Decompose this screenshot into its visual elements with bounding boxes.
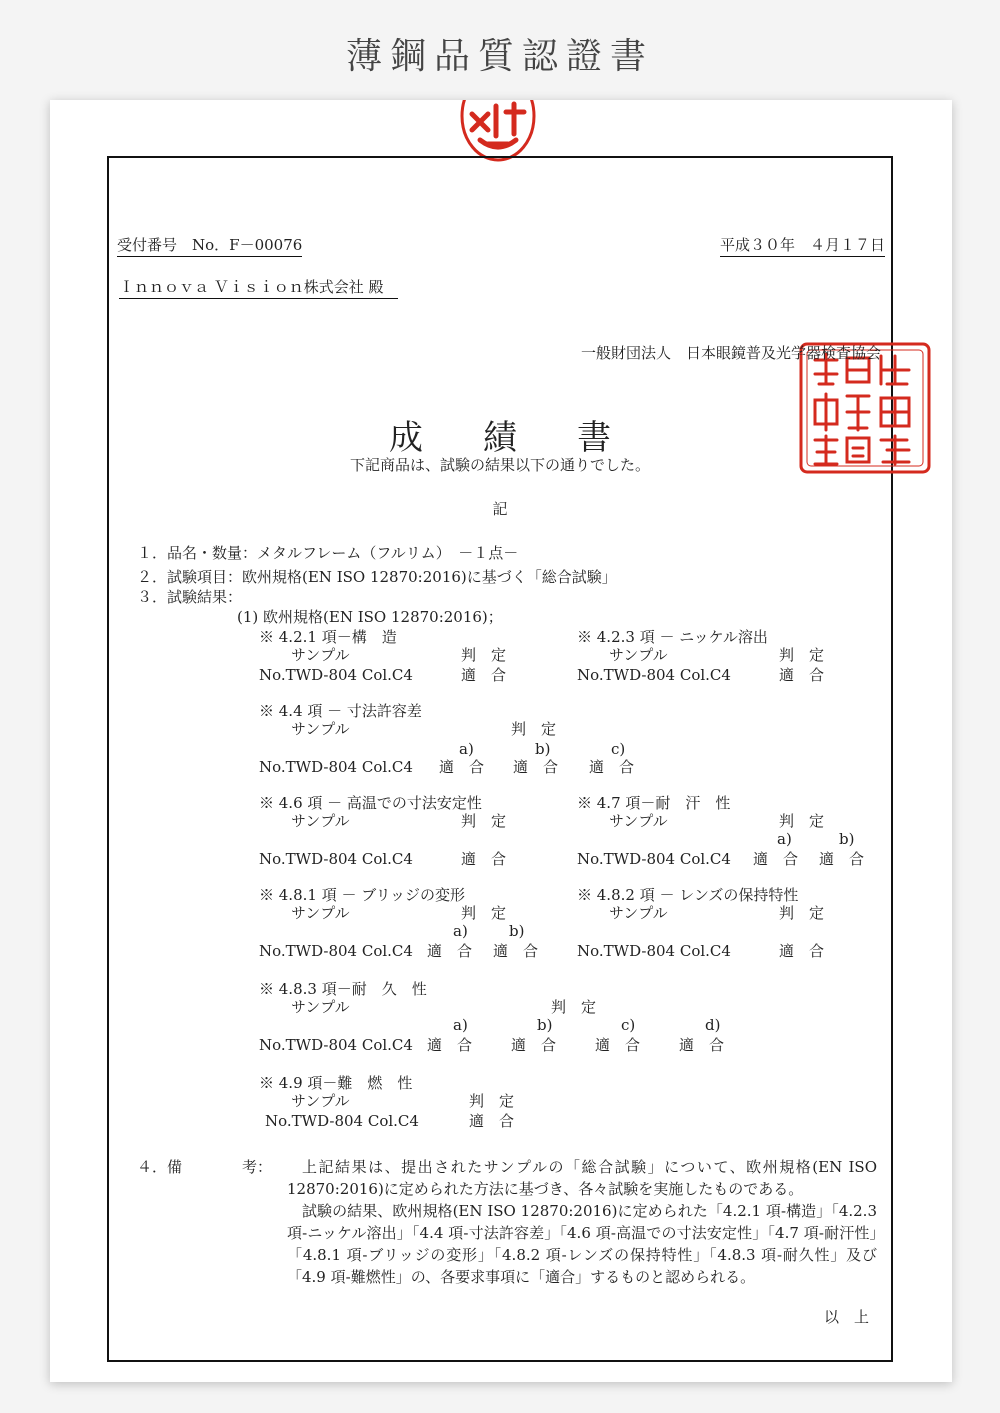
result-pass: 適 合 (779, 666, 825, 684)
test-heading: ※ 4.6 項 － 高温での寸法安定性 (259, 794, 482, 812)
judge-header: 判 定 (461, 812, 507, 830)
judge-header: 判 定 (469, 1092, 515, 1110)
sample-number: No.TWD-804 Col.C4 (259, 1036, 413, 1054)
criterion-letter: c) (611, 740, 626, 758)
criterion-letter: a) (453, 922, 468, 940)
remarks-body (287, 1156, 877, 1288)
judge-header: 判 定 (511, 720, 557, 738)
judge-header: 判 定 (461, 904, 507, 922)
sample-number: No.TWD-804 Col.C4 (259, 666, 413, 684)
sample-number: No.TWD-804 Col.C4 (259, 942, 413, 960)
top-seal-stamp (458, 100, 538, 164)
document-title: 成績書 (389, 418, 671, 458)
sample-header: サンプル (291, 904, 350, 922)
result-pass: 適 合 (779, 942, 825, 960)
result-pass: 適 合 (753, 850, 799, 868)
judge-header: 判 定 (779, 812, 825, 830)
test-heading: ※ 4.7 項－耐 汗 性 (577, 794, 731, 812)
judge-header: 判 定 (551, 998, 597, 1016)
sample-header: サンプル (609, 646, 668, 664)
item-product: １．品名・数量：メタルフレーム（フルリム） －１点－ (137, 544, 519, 562)
sample-header: サンプル (609, 904, 668, 922)
result-pass: 適 合 (819, 850, 865, 868)
result-pass: 適 合 (461, 850, 507, 868)
result-pass: 適 合 (679, 1036, 725, 1054)
item-test-items: ２．試験項目：欧州規格(EN ISO 12870:2016)に基づく「総合試験」 (137, 568, 617, 586)
test-heading: ※ 4.8.3 項－耐 久 性 (259, 980, 427, 998)
criterion-letter: a) (459, 740, 474, 758)
sample-number: No.TWD-804 Col.C4 (577, 942, 731, 960)
result-pass: 適 合 (589, 758, 635, 776)
addressee: Ｉｎｎｏｖａ Ｖｉｓｉｏｎ株式会社 殿 (119, 278, 398, 299)
test-heading: ※ 4.8.1 項 － ブリッジの変形 (259, 886, 466, 904)
document-frame (107, 156, 893, 1362)
test-heading: ※ 4.8.2 項 － レンズの保持特性 (577, 886, 799, 904)
sample-number: No.TWD-804 Col.C4 (265, 1112, 419, 1130)
page-title: 薄鋼品質認證書 (345, 36, 654, 77)
closing-mark: 以 上 (823, 1308, 869, 1326)
sample-header: サンプル (291, 998, 350, 1016)
sample-number: No.TWD-804 Col.C4 (577, 666, 731, 684)
sample-header: サンプル (291, 1092, 350, 1110)
remarks-paragraph: 上記結果は、提出されたサンプルの「総合試験」について、欧州規格(EN ISO 12870:2016)に定められた方法に基づき、各々試験を実施したものである。 (287, 1158, 877, 1198)
sample-header: サンプル (291, 646, 350, 664)
issuer-name: 一般財団法人 日本眼鏡普及光学器検査協会 (580, 344, 881, 362)
criterion-letter: b) (509, 922, 525, 940)
judge-header: 判 定 (779, 646, 825, 664)
test-heading: ※ 4.9 項－難 燃 性 (259, 1074, 413, 1092)
judge-header: 判 定 (461, 646, 507, 664)
remarks-paragraph: 試験の結果、欧州規格(EN ISO 12870:2016)に定められた「4.2.1 項-構造」「4.2.3 項-ニッケル溶出」「4.4 項-寸法許容差」「4.6 項-高温での寸法安定性」「4.7 項-耐汗性」「4.8.1 項-ブリッジの変形」「4.8.2 項-レンズの保持特性」「4.8.3 項-耐久性」及び「4.9 項-難燃性」の、各要求事項に「適合」するものと認められる。 (287, 1202, 877, 1286)
result-pass: 適 合 (461, 666, 507, 684)
test-heading: ※ 4.4 項 － 寸法許容差 (259, 702, 422, 720)
result-pass: 適 合 (427, 942, 473, 960)
criterion-letter: b) (839, 830, 855, 848)
criterion-letter: b) (537, 1016, 553, 1034)
sample-header: サンプル (291, 720, 350, 738)
criterion-letter: c) (621, 1016, 636, 1034)
result-pass: 適 合 (439, 758, 485, 776)
result-pass: 適 合 (427, 1036, 473, 1054)
issue-date: 平成３０年 ４月１７日 (720, 236, 885, 257)
result-pass: 適 合 (513, 758, 559, 776)
sample-number: No.TWD-804 Col.C4 (259, 758, 413, 776)
criterion-letter: b) (535, 740, 551, 758)
sample-header: サンプル (291, 812, 350, 830)
result-pass: 適 合 (493, 942, 539, 960)
standard-heading: (1) 欧州規格(EN ISO 12870:2016)； (237, 608, 503, 626)
result-pass: 適 合 (595, 1036, 641, 1054)
intro-text: 下記商品は、試験の結果以下の通りでした。 (349, 456, 650, 474)
result-pass: 適 合 (511, 1036, 557, 1054)
sample-number: No.TWD-804 Col.C4 (259, 850, 413, 868)
test-heading: ※ 4.2.1 項－構 造 (259, 628, 397, 646)
receipt-number: 受付番号 No．F－00076 (117, 236, 302, 257)
ki-mark: 記 (492, 500, 508, 518)
result-pass: 適 合 (469, 1112, 515, 1130)
test-heading: ※ 4.2.3 項 － ニッケル溶出 (577, 628, 768, 646)
criterion-letter: a) (777, 830, 792, 848)
certificate-sheet (50, 100, 952, 1382)
criterion-letter: a) (453, 1016, 468, 1034)
remarks-label: ４．備 考： (137, 1158, 273, 1176)
sample-number: No.TWD-804 Col.C4 (577, 850, 731, 868)
judge-header: 判 定 (779, 904, 825, 922)
criterion-letter: d) (705, 1016, 721, 1034)
item-test-results: ３．試験結果： (137, 588, 243, 606)
sample-header: サンプル (609, 812, 668, 830)
